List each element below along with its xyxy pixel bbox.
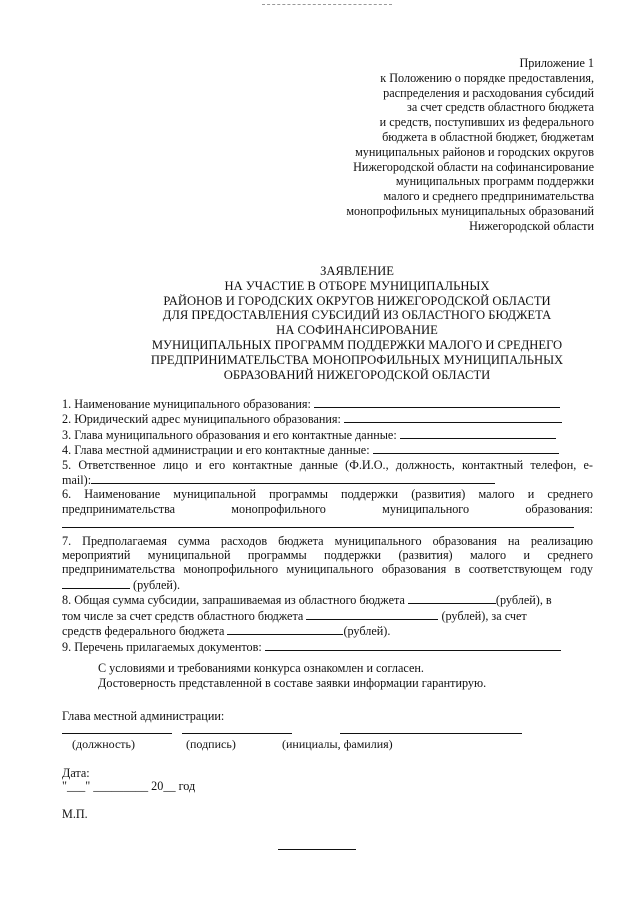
- appendix-line: Приложение 1: [519, 56, 594, 70]
- appendix-line: бюджета в областной бюджет, бюджетам: [382, 129, 594, 144]
- item-label: 5. Ответственное лицо и его контактные данные (Ф.И.О., должность, контактный телефон, e-: [62, 457, 593, 472]
- consent-block: [98, 661, 486, 690]
- signature-name-line[interactable]: [340, 733, 522, 734]
- item-label: предпринимательства монопрофильного муниципального образования в соответствующем году: [62, 562, 593, 577]
- item-1: [62, 396, 593, 411]
- consent-line: Достоверность представленной в составе заявки информации гарантирую.: [98, 675, 487, 690]
- title-line: ДЛЯ ПРЕДОСТАВЛЕНИЯ СУБСИДИЙ ИЗ ОБЛАСТНОГО БЮДЖЕТА: [162, 308, 552, 323]
- fill-line[interactable]: [91, 472, 495, 484]
- item-label: мероприятий муниципальной программы поддержки (развития) малого и среднего: [62, 548, 593, 563]
- title-line: НА СОФИНАНСИРОВАНИЕ: [276, 323, 438, 338]
- bottom-divider: [278, 849, 356, 850]
- appendix-line: монопрофильных муниципальных образований: [346, 203, 594, 218]
- item-label: 2. Юридический адрес муниципального образования:: [62, 412, 341, 427]
- item-label: (рублей), в: [495, 593, 552, 608]
- fill-line[interactable]: [373, 442, 559, 454]
- item-4: [62, 442, 593, 457]
- signature-heading: Глава местной администрации:: [62, 709, 225, 723]
- appendix-line: малого и среднего предпринимательства: [383, 189, 594, 204]
- fill-line[interactable]: [62, 516, 574, 528]
- item-7: [62, 534, 593, 593]
- item-label: (рублей), за счет: [441, 608, 527, 623]
- item-label: 1. Наименование муниципального образования:: [62, 397, 311, 411]
- caption-name: (инициалы, фамилия): [282, 737, 393, 751]
- fill-line[interactable]: [227, 623, 343, 635]
- title-line: РАЙОНОВ И ГОРОДСКИХ ОКРУГОВ НИЖЕГОРОДСКОЙ ОБЛАСТИ: [163, 293, 551, 308]
- item-label: 9. Перечень прилагаемых документов:: [62, 639, 262, 654]
- caption-position: (должность): [72, 737, 135, 751]
- appendix-line: Нижегородской области: [469, 218, 594, 233]
- fill-line[interactable]: [62, 577, 130, 589]
- appendix-line: муниципальных районов и городских округов: [355, 144, 594, 159]
- title-line: МУНИЦИПАЛЬНЫХ ПРОГРАММ ПОДДЕРЖКИ МАЛОГО И СРЕДНЕГО: [151, 337, 563, 352]
- fill-line[interactable]: [314, 396, 560, 408]
- fill-line[interactable]: [344, 411, 562, 423]
- appendix-line: муниципальных программ поддержки: [395, 174, 594, 189]
- appendix-header: [346, 56, 594, 234]
- appendix-line: распределения и расходования субсидий: [383, 85, 594, 100]
- item-label: (рублей).: [133, 577, 180, 592]
- date-field[interactable]: "___" _________ 20__ год: [62, 779, 196, 793]
- item-label: предпринимательства монопрофильного муниципального образования:: [62, 501, 593, 516]
- scan-artifact-line: [262, 4, 392, 5]
- item-label: средств федерального бюджета: [62, 624, 225, 639]
- fill-line[interactable]: [306, 608, 438, 620]
- item-3: [62, 427, 593, 442]
- item-label: 4. Глава местной администрации и его контактные данные:: [62, 443, 370, 458]
- stamp-place-label: М.П.: [62, 807, 88, 821]
- appendix-line: и средств, поступивших из федерального: [379, 115, 594, 130]
- consent-line: С условиями и требованиями конкурса ознакомлен и согласен.: [98, 661, 424, 675]
- item-8: [62, 592, 593, 638]
- signature-sign-line[interactable]: [182, 733, 292, 734]
- item-label: 7. Предполагаемая сумма расходов бюджета муниципального образования на реализацию: [62, 533, 593, 548]
- form-items: [62, 396, 593, 654]
- item-2: [62, 411, 593, 426]
- fill-line[interactable]: [400, 427, 556, 439]
- title-line: ЗАЯВЛЕНИЕ: [320, 264, 394, 278]
- title-line: ОБРАЗОВАНИЙ НИЖЕГОРОДСКОЙ ОБЛАСТИ: [223, 367, 491, 382]
- fill-line[interactable]: [265, 639, 561, 651]
- document-title: [0, 264, 640, 382]
- appendix-line: Нижегородской области на софинансирование: [353, 159, 594, 174]
- signature-position-line[interactable]: [62, 733, 172, 734]
- fill-line[interactable]: [408, 592, 496, 604]
- caption-signature: (подпись): [186, 737, 236, 751]
- appendix-line: за счет средств областного бюджета: [407, 100, 594, 115]
- title-line: ПРЕДПРИНИМАТЕЛЬСТВА МОНОПРОФИЛЬНЫХ МУНИЦИПАЛЬНЫХ: [150, 352, 564, 367]
- item-6: [62, 487, 593, 531]
- item-label: 3. Глава муниципального образования и его контактные данные:: [62, 427, 397, 442]
- item-label: 8. Общая сумма субсидии, запрашиваемая из областного бюджета: [62, 593, 405, 608]
- item-label: 6. Наименование муниципальной программы поддержки (развития) малого и среднего: [62, 487, 593, 502]
- title-line: НА УЧАСТИЕ В ОТБОРЕ МУНИЦИПАЛЬНЫХ: [224, 278, 490, 293]
- item-5: [62, 458, 593, 488]
- appendix-line: к Положению о порядке предоставления,: [380, 70, 594, 85]
- item-label: (рублей).: [343, 624, 391, 639]
- item-9: [62, 639, 593, 654]
- item-label: том числе за счет средств областного бюджета: [62, 608, 304, 623]
- date-label: Дата:: [62, 766, 90, 780]
- item-label: mail):: [62, 473, 92, 488]
